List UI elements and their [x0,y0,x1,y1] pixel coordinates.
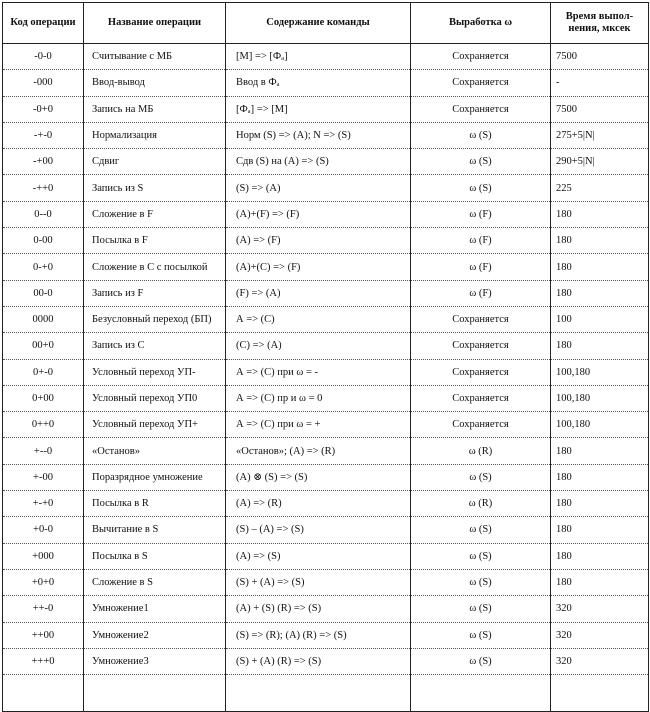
cell-time: 100,180 [551,385,649,411]
header-command: Содержание команды [226,3,411,44]
table-row [3,569,649,595]
cell-name: Умножение2 [84,622,226,648]
empty-cell [84,675,226,712]
cell-name: Посылка в F [84,228,226,254]
cell-code: -0+0 [3,96,84,122]
cell-time: 100,180 [551,359,649,385]
cell-command: (А)+(С) => (F) [226,254,411,280]
table-row [3,438,649,464]
cell-command: (F) => (А) [226,280,411,306]
table-row [3,359,649,385]
cell-omega: Сохраняется [411,412,551,438]
cell-name: Вычитание в S [84,517,226,543]
table-row [3,149,649,175]
cell-code: +-00 [3,464,84,490]
table-row [3,385,649,411]
cell-code: -+-0 [3,122,84,148]
cell-command: [Фₐ] => [М] [226,96,411,122]
cell-omega: Сохраняется [411,44,551,70]
cell-name: Сдвиг [84,149,226,175]
cell-code: -000 [3,70,84,96]
cell-omega: ω (F) [411,254,551,280]
cell-time: 180 [551,201,649,227]
cell-time: 180 [551,228,649,254]
cell-command: «Останов»; (А) => (R) [226,438,411,464]
table-body [3,44,649,712]
empty-cell [411,675,551,712]
cell-name: Сложение в F [84,201,226,227]
cell-code: +++0 [3,648,84,674]
table-row [3,96,649,122]
cell-time: 275+5|N| [551,122,649,148]
cell-time: 320 [551,622,649,648]
cell-code: 0+00 [3,385,84,411]
cell-time: 180 [551,517,649,543]
cell-command: (S) => (А) [226,175,411,201]
cell-omega: ω (S) [411,622,551,648]
cell-time: 180 [551,569,649,595]
cell-time: 180 [551,254,649,280]
cell-command: (А) => (F) [226,228,411,254]
cell-name: Умножение3 [84,648,226,674]
cell-time: 180 [551,464,649,490]
table-filler-row [3,675,649,712]
cell-omega: ω (F) [411,228,551,254]
cell-time: 180 [551,543,649,569]
cell-code: +0-0 [3,517,84,543]
cell-omega: ω (S) [411,648,551,674]
cell-omega: ω (S) [411,517,551,543]
cell-time: 180 [551,333,649,359]
cell-time: 180 [551,280,649,306]
cell-time: 320 [551,648,649,674]
cell-command: (А) => (S) [226,543,411,569]
cell-command: (S) + (А) (R) => (S) [226,648,411,674]
cell-code: -0-0 [3,44,84,70]
table-header-row [3,3,649,44]
table-row [3,175,649,201]
cell-time: - [551,70,649,96]
cell-command: А => (С) при ω = + [226,412,411,438]
cell-omega: Сохраняется [411,385,551,411]
cell-omega: Сохраняется [411,306,551,332]
cell-name: Умножение1 [84,596,226,622]
cell-time: 290+5|N| [551,149,649,175]
cell-omega: Сохраняется [411,70,551,96]
table-row [3,70,649,96]
cell-time: 180 [551,491,649,517]
cell-name: Условный переход УП0 [84,385,226,411]
cell-omega: Сохраняется [411,359,551,385]
cell-code: ++00 [3,622,84,648]
cell-omega: ω (S) [411,543,551,569]
table-row [3,44,649,70]
cell-omega: ω (S) [411,175,551,201]
cell-name: Посылка в S [84,543,226,569]
cell-code: 00-0 [3,280,84,306]
cell-omega: ω (S) [411,149,551,175]
cell-name: Считывание с МБ [84,44,226,70]
cell-command: (А) + (S) (R) => (S) [226,596,411,622]
header-name: Название операции [84,3,226,44]
table-row [3,280,649,306]
cell-code: +-+0 [3,491,84,517]
cell-name: Запись из С [84,333,226,359]
table-row [3,543,649,569]
cell-time: 7500 [551,44,649,70]
header-code: Код операции [3,3,84,44]
cell-name: Сложение в S [84,569,226,595]
cell-name: Поразрядное умножение [84,464,226,490]
table-row [3,254,649,280]
table-row [3,622,649,648]
cell-command: Норм (S) => (А); N => (S) [226,122,411,148]
table-row [3,412,649,438]
cell-command: [М] => [Фₐ] [226,44,411,70]
table-row [3,122,649,148]
empty-cell [226,675,411,712]
cell-time: 320 [551,596,649,622]
table-row [3,201,649,227]
table-row [3,333,649,359]
table-row [3,491,649,517]
cell-omega: ω (S) [411,569,551,595]
cell-name: Условный переход УП+ [84,412,226,438]
cell-name: Запись из S [84,175,226,201]
cell-name: Безусловный переход (БП) [84,306,226,332]
cell-command: А => (С) [226,306,411,332]
cell-code: 0-00 [3,228,84,254]
cell-code: -++0 [3,175,84,201]
cell-omega: Сохраняется [411,96,551,122]
cell-command: Ввод в Фₐ [226,70,411,96]
cell-command: (А) ⊗ (S) => (S) [226,464,411,490]
cell-command: А => (С) при ω = - [226,359,411,385]
cell-omega: ω (S) [411,464,551,490]
cell-command: (S) – (А) => (S) [226,517,411,543]
cell-name: Условный переход УП- [84,359,226,385]
cell-name: Ввод-вывод [84,70,226,96]
cell-time: 180 [551,438,649,464]
operations-table [2,2,649,712]
cell-command: (С) => (А) [226,333,411,359]
cell-code: ++-0 [3,596,84,622]
empty-cell [3,675,84,712]
cell-code: 0+-0 [3,359,84,385]
table-row [3,464,649,490]
cell-name: Запись из F [84,280,226,306]
cell-omega: ω (F) [411,280,551,306]
cell-code: 00+0 [3,333,84,359]
cell-omega: ω (S) [411,596,551,622]
header-omega: Выработка ω [411,3,551,44]
cell-command: А => (С) пр и ω = 0 [226,385,411,411]
cell-command: (S) + (А) => (S) [226,569,411,595]
cell-time: 7500 [551,96,649,122]
cell-code: 0000 [3,306,84,332]
cell-name: Посылка в R [84,491,226,517]
cell-code: 0++0 [3,412,84,438]
table-row [3,228,649,254]
cell-code: 0-+0 [3,254,84,280]
cell-command: Сдв (S) на (А) => (S) [226,149,411,175]
cell-omega: ω (R) [411,491,551,517]
cell-time: 100,180 [551,412,649,438]
cell-name: Нормализация [84,122,226,148]
cell-command: (А)+(F) => (F) [226,201,411,227]
operations-table-container [2,2,648,712]
cell-command: (S) => (R); (А) (R) => (S) [226,622,411,648]
cell-code: +000 [3,543,84,569]
cell-omega: ω (R) [411,438,551,464]
cell-code: +--0 [3,438,84,464]
cell-time: 100 [551,306,649,332]
cell-code: -+00 [3,149,84,175]
cell-name: «Останов» [84,438,226,464]
cell-name: Запись на МБ [84,96,226,122]
empty-cell [551,675,649,712]
cell-code: 0--0 [3,201,84,227]
cell-code: +0+0 [3,569,84,595]
cell-omega: ω (S) [411,122,551,148]
cell-name: Сложение в С с посылкой [84,254,226,280]
table-row [3,306,649,332]
cell-omega: Сохраняется [411,333,551,359]
table-row [3,648,649,674]
header-time: Время выпол-нения, мксек [551,3,649,44]
cell-command: (А) => (R) [226,491,411,517]
cell-time: 225 [551,175,649,201]
table-row [3,517,649,543]
table-row [3,596,649,622]
cell-omega: ω (F) [411,201,551,227]
